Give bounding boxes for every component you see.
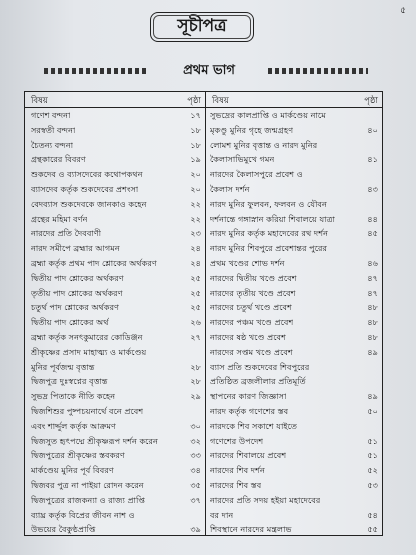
- toc-entry-title: সরস্বতী বন্দনা: [31, 124, 76, 135]
- toc-entry-title: নারদ মুনির কর্তৃক মহাদেবের রথ দর্শন: [210, 228, 328, 239]
- toc-entry: [25, 374, 205, 389]
- toc-entry-page: ২৪: [190, 257, 201, 268]
- toc-entry: [25, 123, 205, 138]
- toc-entry-page: ৩৪: [190, 465, 201, 476]
- toc-entry-title: নারদ সমীপে ব্রহ্মার আগমন: [31, 243, 120, 254]
- toc-entry-page: ৪০: [367, 124, 378, 135]
- toc-entry-page: ৩৭: [190, 494, 201, 505]
- toc-entry-page: ২৫: [190, 272, 201, 283]
- toc-entry: [25, 226, 205, 241]
- toc-rows-left: [25, 108, 205, 537]
- toc-entry-title: কৈলাস দর্শন: [210, 183, 250, 194]
- toc-entry-title: উভয়ের বৈকুণ্ঠপ্রাপ্তি: [31, 524, 96, 535]
- section-title: প্রথম ভাগ: [183, 63, 235, 78]
- toc-entry: [206, 360, 382, 375]
- toc-entry-page: ৪৮: [367, 317, 378, 328]
- toc-entry-page: ৪১: [367, 154, 378, 165]
- toc-entry: [206, 478, 382, 493]
- toc-entry-page: ৫০: [367, 405, 378, 416]
- toc-entry: [206, 300, 382, 315]
- header-page: পৃষ্ঠা: [364, 96, 378, 106]
- toc-entry-title: গ্রন্থের মহিমা বর্ণন: [31, 213, 88, 224]
- toc-entry-title: নারদের পঞ্চম খণ্ডে প্রবেশ: [210, 317, 294, 328]
- toc-entry-title: দ্বিজপুত্রের শ্রীকৃষ্ণের স্তবকরণ: [31, 450, 125, 461]
- toc-entry-page: ৪৮: [367, 331, 378, 342]
- toc-entry-title: নারদের তৃতীয় খণ্ডে প্রবেশ: [210, 287, 296, 298]
- toc-entry-title: শ্রীকৃষ্ণের প্রসাদ মাহাত্ম্য ও মার্কণ্ডেয়: [31, 346, 147, 357]
- toc-entry-page: ৪৯: [367, 346, 378, 357]
- toc-entry: [25, 108, 205, 123]
- toc-entry: [25, 330, 205, 345]
- toc-entry: [206, 152, 382, 167]
- toc-entry-title: দ্বিতীয় পাদ শ্লোকের অর্থকরণ: [31, 272, 124, 283]
- toc-entry-page: ২৮: [190, 376, 201, 387]
- toc-entry-page: ৪৭: [367, 287, 378, 298]
- toc-entry-page: ৪৬: [367, 257, 378, 268]
- toc-entry-page: ২৫: [190, 302, 201, 313]
- toc-entry: [206, 138, 382, 153]
- toc-entry: [25, 271, 205, 286]
- toc-entry-title: বর দান: [210, 509, 234, 520]
- toc-entry-title: কৈলাসাভিমুখে গমন: [210, 154, 275, 165]
- toc-entry-page: ৪৩: [367, 183, 378, 194]
- toc-entry-title: গ্রন্থকারের বিবরণ: [31, 154, 86, 165]
- toc-entry-title: দ্বিজবর পুত্র না পাইয়া রোদন করেন: [31, 479, 144, 490]
- toc-entry: [206, 419, 382, 434]
- toc-entry-title: শুকদেব ও ব্যাসদেবের কথোপকথন: [31, 169, 143, 180]
- toc-header-right: [206, 92, 382, 108]
- toc-entry: [206, 508, 382, 523]
- toc-entry-page: ৪৮: [367, 302, 378, 313]
- toc-entry-title: নারদের চতুর্থ খণ্ডে প্রবেশ: [210, 302, 292, 313]
- toc-entry-title: দ্বিজশিশুর পুষ্পচয়নার্থে বনে প্রবেশ: [31, 405, 144, 416]
- toc-entry-page: ২৩: [190, 228, 201, 239]
- toc-entry-page: ২৬: [190, 317, 201, 328]
- toc-entry-title: মৃকণ্ডু মুনির গৃহে জন্মগ্রহণ: [210, 124, 294, 135]
- toc-entry-page: ৫১: [367, 435, 378, 446]
- header-page: পৃষ্ঠা: [187, 96, 201, 106]
- toc-entry: [25, 522, 205, 537]
- toc-entry-page: ২৮: [190, 361, 201, 372]
- toc-entry-title: নারদকে শিব সকাশে যাইতে: [210, 420, 298, 431]
- toc-entry: [25, 182, 205, 197]
- toc-entry: [25, 138, 205, 153]
- toc-entry-title: চৈতন্য বন্দনা: [31, 139, 74, 150]
- toc-entry-title: ব্যাঘ্র কর্তৃক বিপ্রের জীবন নাশ ও: [31, 509, 135, 520]
- toc-entry: [206, 493, 382, 508]
- toc-entry: [206, 463, 382, 478]
- toc-entry: [25, 315, 205, 330]
- toc-header-left: [25, 92, 205, 108]
- toc-entry: [25, 360, 205, 375]
- toc-entry: [206, 123, 382, 138]
- toc-entry-title: নারদের ষষ্ঠ খণ্ডে প্রবেশ: [210, 331, 286, 342]
- toc-entry: [25, 434, 205, 449]
- toc-column-left: [25, 92, 205, 537]
- toc-entry: [25, 404, 205, 419]
- header-subject: বিষয়: [212, 96, 229, 106]
- toc-entry-page: ১৮: [190, 139, 201, 150]
- ornament-right: [268, 68, 368, 74]
- toc-entry-title: নারদের প্রতি দৈববাণী: [31, 228, 102, 239]
- page-number: ৫: [400, 6, 406, 16]
- toc-entry-title: নারদের প্রতি সদয় হইয়া মহাদেবের: [210, 494, 321, 505]
- toc-entry: [25, 300, 205, 315]
- toc-table: [24, 91, 383, 536]
- toc-entry-page: ৫৫: [367, 524, 378, 535]
- toc-entry: [25, 389, 205, 404]
- toc-entry-title: নারদের শিব দর্শন: [210, 465, 265, 476]
- toc-entry-title: ব্যাসদেব কর্তৃক শুকদেবের প্রশংসা: [31, 183, 139, 194]
- toc-entry: [25, 345, 205, 360]
- toc-entry: [25, 286, 205, 301]
- toc-entry-title: নারদের দ্বিতীয় খণ্ডে প্রবেশ: [210, 272, 297, 283]
- toc-entry: [206, 345, 382, 360]
- toc-entry: [206, 522, 382, 537]
- toc-entry-page: ৫১: [367, 450, 378, 461]
- toc-entry: [206, 286, 382, 301]
- toc-entry-page: ১৭: [190, 110, 201, 120]
- toc-entry-title: দ্বিজপুত্রের রাজকন্যা ও রাজ্য প্রাপ্তি: [31, 494, 146, 505]
- page-title: সূচীপত্র: [150, 12, 254, 42]
- toc-entry: [206, 167, 382, 182]
- toc-entry-title: ব্যাস প্রতি শুকদেবের শিবপুরের: [210, 361, 310, 372]
- toc-entry: [25, 256, 205, 271]
- toc-entry: [25, 448, 205, 463]
- toc-entry-page: ৩৩: [190, 450, 201, 461]
- toc-entry-page: ২২: [190, 198, 201, 209]
- toc-entry-page: ৪৫: [367, 228, 378, 239]
- toc-entry-page: ৪৯: [367, 391, 378, 402]
- toc-entry-title: দ্বিজপুত্র দুঃস্বপ্নের বৃত্তান্ত: [31, 376, 108, 387]
- toc-entry-page: ২৪: [190, 243, 201, 254]
- toc-entry: [206, 434, 382, 449]
- toc-entry-page: ২৯: [190, 391, 201, 402]
- toc-entry-title: মুনির পূর্বজন্ম বৃত্তান্ত: [31, 361, 95, 372]
- toc-entry: [25, 493, 205, 508]
- toc-entry: [25, 478, 205, 493]
- toc-entry: [25, 508, 205, 523]
- toc-entry-title: সুভদ্রের কালপ্রাপ্তি ও মার্কণ্ডেয় নামে: [210, 110, 326, 120]
- toc-entry-title: নারদ মুনির ফুলবন, ফলবন ও যৌবন: [210, 198, 327, 209]
- toc-entry: [25, 212, 205, 227]
- toc-entry-title: স্থাপনের কারণ জিজ্ঞাসা: [210, 391, 287, 402]
- toc-entry-title: নারদ মুনির শিবপুরে প্রবেশান্তর পুরের: [210, 243, 328, 254]
- toc-entry-title: মার্কণ্ডেয় মুনির পূর্ব বিবরণ: [31, 465, 114, 476]
- toc-entry-page: ৪৭: [367, 272, 378, 283]
- toc-entry-page: ৫৪: [367, 509, 378, 520]
- toc-entry: [206, 330, 382, 345]
- toc-rows-right: [206, 108, 382, 537]
- toc-entry: [25, 197, 205, 212]
- toc-entry-page: ১৮: [190, 124, 201, 135]
- toc-entry-title: দর্শনান্তে গঙ্গাস্নান করিয়া শিবালয়ে যাত্রা: [210, 213, 335, 224]
- toc-entry: [206, 197, 382, 212]
- toc-entry-title: নারদের সপ্তম খণ্ডে প্রবেশ: [210, 346, 293, 357]
- toc-entry: [25, 152, 205, 167]
- toc-entry: [206, 404, 382, 419]
- toc-entry-title: ব্রহ্মা কর্তৃক সনৎকুমারের কোডিঞ্জন: [31, 331, 143, 342]
- toc-entry-page: ২০: [190, 183, 201, 194]
- toc-entry-title: গণেশের উপদেশ: [210, 435, 264, 446]
- toc-entry-title: ব্রহ্মা কর্তৃক প্রথম পাদ শ্লোকের অর্থকরণ: [31, 257, 157, 268]
- toc-entry: [206, 448, 382, 463]
- toc-entry-page: ৩৫: [190, 479, 201, 490]
- toc-entry-page: ২৫: [190, 287, 201, 298]
- toc-entry-title: নারদের কৈলাসপুরে প্রবেশ ও: [210, 169, 303, 180]
- toc-entry-title: শিবস্থানে নারদের মন্ত্রলাভ: [210, 524, 292, 535]
- toc-entry-title: তৃতীয় পাদ শ্লোকের অর্থকরণ: [31, 287, 123, 298]
- toc-entry-page: ৩৯: [190, 524, 201, 535]
- toc-entry-page: ৩০: [190, 420, 201, 431]
- toc-entry-title: প্রতিষ্ঠিত ব্রজলীলার প্রতিমূর্তি: [210, 376, 306, 387]
- toc-entry-title: নারদের শিবালয়ে প্রবেশ: [210, 450, 287, 461]
- toc-entry-page: ১৯: [190, 154, 201, 165]
- toc-entry-title: সুভদ্র পিতাকে নীতি কহেন: [31, 391, 116, 402]
- toc-entry-title: এবং শার্দ্দুল কর্তৃক আক্রমণ: [31, 420, 116, 431]
- toc-entry-page: ২৭: [190, 331, 201, 342]
- toc-entry: [206, 108, 382, 123]
- toc-entry-title: বেদব্যাস শুকদেবকে জানকাও কহেন: [31, 198, 147, 209]
- toc-entry-page: ২০: [190, 169, 201, 180]
- toc-entry-title: নারদ কর্তৃক গণেশের স্তব: [210, 405, 289, 416]
- toc-entry: [25, 419, 205, 434]
- toc-entry-title: দ্বিতীয় পাদ শ্লোকের অর্থ: [31, 317, 109, 328]
- toc-entry: [206, 374, 382, 389]
- header-subject: বিষয়: [31, 96, 48, 106]
- toc-entry: [206, 226, 382, 241]
- toc-entry-title: দ্বিজসুত হৃৎপদ্মে শ্রীকৃষ্ণরূপ দর্শন করেন: [31, 435, 158, 446]
- toc-entry-page: ২২: [190, 213, 201, 224]
- toc-entry-page: ৫৩: [367, 479, 378, 490]
- toc-entry-title: নারদের শিব স্তব: [210, 479, 262, 490]
- toc-entry-page: ৩২: [190, 435, 201, 446]
- toc-entry: [206, 256, 382, 271]
- toc-entry: [206, 271, 382, 286]
- toc-entry: [25, 463, 205, 478]
- toc-entry: [206, 241, 382, 256]
- toc-entry-title: লোমশ মুনির বৃত্তান্ত ও নারদ মুনির: [210, 139, 318, 150]
- toc-entry-title: চতুর্থ পাদ শ্লোকের অর্থকরণ: [31, 302, 120, 313]
- toc-entry: [25, 167, 205, 182]
- toc-entry: [206, 212, 382, 227]
- ornament-left: [44, 68, 148, 74]
- toc-entry-page: ৫২: [367, 465, 378, 476]
- toc-entry-title: গণেশ বন্দনা: [31, 110, 71, 120]
- toc-entry: [25, 241, 205, 256]
- toc-entry-title: প্রথম খণ্ডের শোভ দর্শন: [210, 257, 285, 268]
- toc-entry: [206, 315, 382, 330]
- toc-entry: [206, 182, 382, 197]
- toc-entry: [206, 389, 382, 404]
- toc-entry-page: ৪৪: [367, 213, 378, 224]
- toc-column-right: [206, 92, 382, 537]
